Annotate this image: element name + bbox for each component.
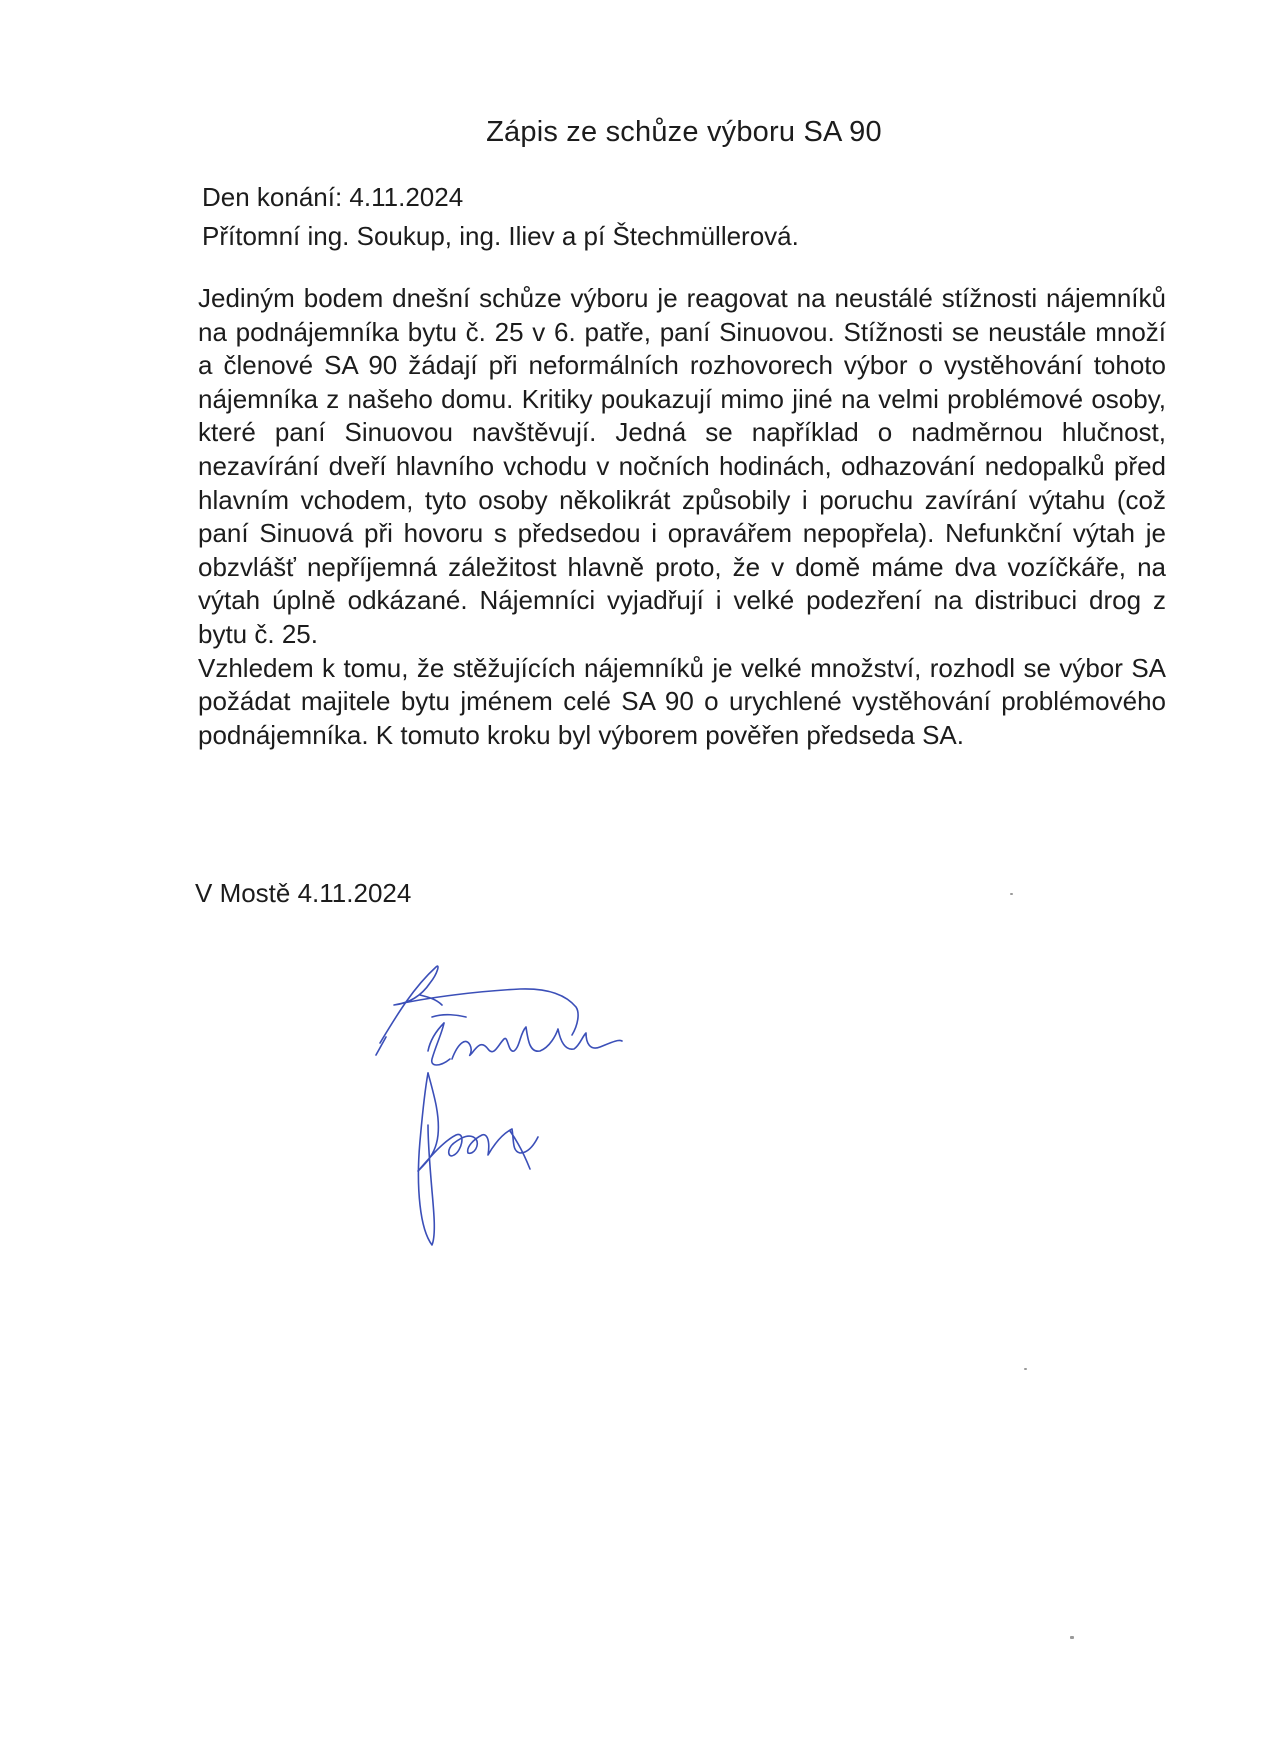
signature-soukup [418, 1073, 538, 1245]
paragraph-complaints: Jediným bodem dnešní schůze výboru je reagovat na neustálé stížnosti nájemníků na podnájemníka bytu č. 25 v 6. patře, paní Sinuovou. Stížnosti se neustále množí a členové SA 90 žádají při neformálních rozhovorech výbor o vystěhování tohoto nájemníka z našeho domu. Kritiky poukazují mimo jiné na velmi problémové osoby, které paní Sinuovou navštěvují. Jedná se například o nadměrnou hlučnost, nezavírání dveří hlavního vchodu v nočních hodinách, odhazování nedopalků před hlavním vchodem, tyto osoby několikrát způsobily i poruchu zavírání výtahu (což paní Sinuová při hovoru s předsedou i opravářem nepopřela). Nefunkční výtah je obzvlášť nepříjemná záležitost hlavně proto, že v domě máme dva vozíčkáře, na výtah úplně odkázané. Nájemníci vyjadřují i velké podezření na distribuci drog z bytu č. 25. [198, 283, 1166, 649]
signature-stechmullerova [428, 1015, 622, 1065]
attendees: Přítomní ing. Soukup, ing. Iliev a pí Štechmüllerová. [202, 221, 799, 251]
scan-speck [1010, 893, 1013, 895]
signature-iliev [376, 966, 578, 1055]
meeting-date: Den konání: 4.11.2024 [202, 182, 464, 212]
scan-speck [1024, 1368, 1027, 1370]
paragraph-decision: Vzhledem k tomu, že stěžujících nájemníků je velké množství, rozhodl se výbor SA požádat majitele bytu jménem celé SA 90 o urychlené vystěhování problémového podnájemníka. K tomuto kroku byl výborem pověřen předseda SA. [198, 652, 1166, 750]
minutes-body [198, 282, 1166, 752]
meeting-meta [202, 178, 799, 256]
document-title: Zápis ze schůze výboru SA 90 [486, 116, 882, 148]
handwritten-signatures [370, 955, 710, 1275]
place-and-date: V Mostě 4.11.2024 [195, 878, 412, 908]
scan-speck [1070, 1636, 1074, 1639]
signatures-block [370, 955, 710, 1275]
